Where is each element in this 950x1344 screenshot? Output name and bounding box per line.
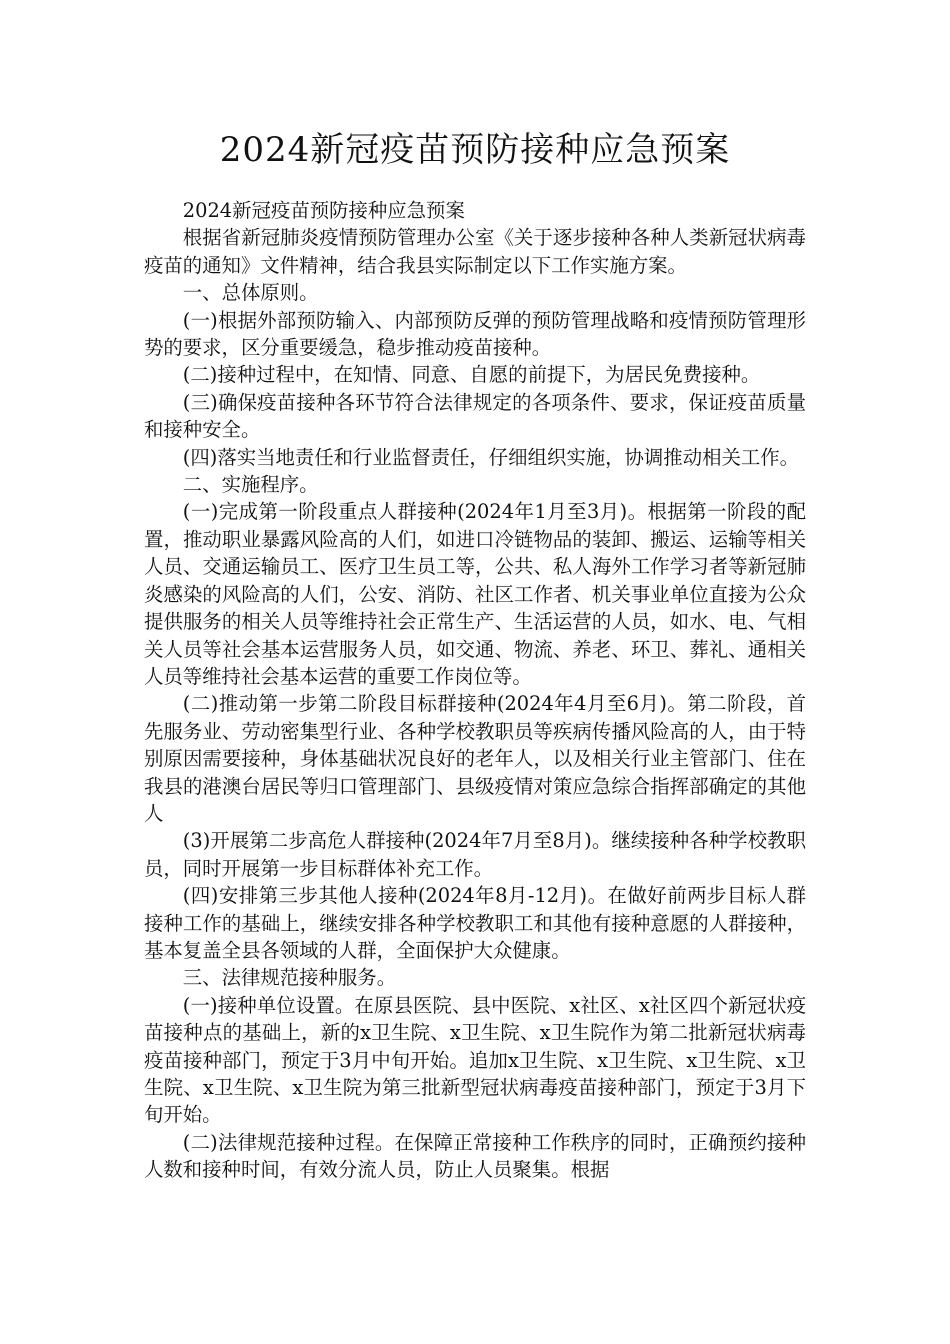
document-title: 2024新冠疫苗预防接种应急预案 xyxy=(219,130,731,170)
section-heading-1: 一、总体原则。 xyxy=(182,281,319,305)
paragraph: (3)开展第二步高危人群接种(2024年7月至8月)。继续接种各种学校教职员，同时开展第一步目标群体补充工作。 xyxy=(144,829,806,880)
paragraph: (一)完成第一阶段重点人群接种(2024年1月至3月)。根据第一阶段的配置，推动职业暴露风险高的人们，如进口冷链物品的装卸、搬运、运输等相关人员、交通运输员工、医疗卫生员工等，公共、私人海外工作学习者等新冠肺炎感染的风险高的人们，公安、消防、社区工作者、机关事业单位直接为公众提供服务的相关人员等维持社会正常生产、生活运营的人员，如水、电、气相关人员等社会基本运营服务人员，如交通、物流、养老、环卫、葬礼、通相关人员等维持社会基本运营的重要工作岗位等。 xyxy=(144,500,806,688)
paragraph: (一)接种单位设置。在原县医院、县中医院、x社区、x社区四个新冠状疫苗接种点的基础上，新的x卫生院、x卫生院、x卫生院作为第二批新冠状病毒疫苗接种部门，预定于3月中旬开始。追加x卫生院、x卫生院、x卫生院、x卫生院、x卫生院、x卫生院为第三批新型冠状病毒疫苗接种部门，预定于3月下旬开始。 xyxy=(144,993,806,1127)
paragraph-intro: 根据省新冠肺炎疫情预防管理办公室《关于逐步接种各种人类新冠状病毒疫苗的通知》文件精神，结合我县实际制定以下工作实施方案。 xyxy=(144,226,806,277)
section-heading-3: 三、法律规范接种服务。 xyxy=(182,966,397,990)
document-body xyxy=(144,197,806,1184)
paragraph: (二)法律规范接种过程。在保障正常接种工作秩序的同时，正确预约接种人数和接种时间，有效分流人员，防止人员聚集。根据 xyxy=(144,1130,806,1182)
paragraph: (二)接种过程中，在知情、同意、自愿的前提下，为居民免费接种。 xyxy=(182,363,761,387)
paragraph: (三)确保疫苗接种各环节符合法律规定的各项条件、要求，保证疫苗质量和接种安全。 xyxy=(144,390,806,442)
paragraph: (四)落实当地责任和行业监督责任，仔细组织实施，协调推动相关工作。 xyxy=(182,445,800,469)
paragraph-subtitle: 2024新冠疫苗预防接种应急预案 xyxy=(182,199,465,222)
section-heading-2: 二、实施程序。 xyxy=(182,473,319,497)
paragraph: (四)安排第三步其他人接种(2024年8月-12月)。在做好前两步目标人群接种工作的基础上，继续安排各种学校教职工和其他有接种意愿的人群接种，基本复盖全县各领域的人群，全面保护大众健康。 xyxy=(144,884,806,962)
paragraph: (一)根据外部预防输入、内部预防反弹的预防管理战略和疫情预防管理形势的要求，区分重要缓急，稳步推动疫苗接种。 xyxy=(144,308,806,360)
paragraph: (二)推动第一步第二阶段目标群接种(2024年4月至6月)。第二阶段，首先服务业、劳动密集型行业、各种学校教职员等疾病传播风险高的人，由于特别原因需要接种，身体基础状况良好的老年人，以及相关行业主管部门、住在我县的港澳台居民等归口管理部门、县级疫情对策应急综合指挥部确定的其他人 xyxy=(144,692,806,825)
